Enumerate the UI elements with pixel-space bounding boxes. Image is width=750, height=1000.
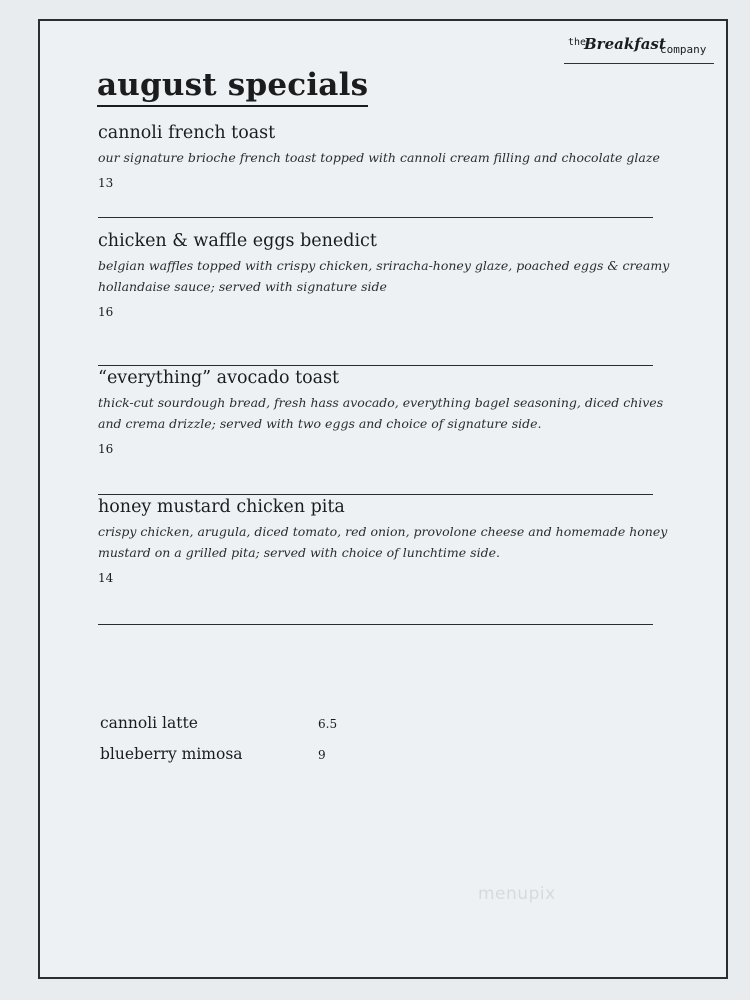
item-description: our signature brioche french toast topped with cannoli cream filling and chocolate glaze xyxy=(98,150,660,165)
item-price: 16 xyxy=(98,305,114,319)
logo-the: the xyxy=(568,37,587,48)
item-price: 13 xyxy=(98,176,114,190)
menu-item xyxy=(98,366,688,456)
item-description: belgian waffles topped with crispy chicken, sriracha-honey glaze, poached eggs & creamy hollandaise sauce; served with signature side xyxy=(98,258,670,294)
menu-item xyxy=(98,495,688,585)
drink-price: 6.5 xyxy=(318,717,338,731)
drink-name: blueberry mimosa xyxy=(100,745,243,763)
divider xyxy=(98,624,653,625)
brand-logo xyxy=(564,35,714,64)
item-price: 14 xyxy=(98,571,114,585)
menu-item xyxy=(98,229,688,319)
watermark: menupix xyxy=(478,884,556,904)
menu-item xyxy=(98,121,688,190)
drink-row xyxy=(100,714,360,738)
logo-company: company xyxy=(660,43,707,56)
item-name: cannoli french toast xyxy=(98,123,276,143)
item-name: chicken & waffle eggs benedict xyxy=(98,231,377,251)
drink-row xyxy=(100,745,360,769)
item-name: “everything” avocado toast xyxy=(98,368,340,388)
item-price: 16 xyxy=(98,442,114,456)
logo-main: Breakfast xyxy=(584,35,666,53)
item-name: honey mustard chicken pita xyxy=(98,497,345,517)
divider xyxy=(98,217,653,218)
page-title: august specials xyxy=(97,65,368,107)
item-description: crispy chicken, arugula, diced tomato, red onion, provolone cheese and homemade honey mustard on a grilled pita; served with choice of lunchtime side. xyxy=(98,524,668,560)
menu-sheet xyxy=(38,19,728,979)
item-description: thick-cut sourdough bread, fresh hass avocado, everything bagel seasoning, diced chives and crema drizzle; served with two eggs and choice of signature side. xyxy=(98,395,664,431)
drink-name: cannoli latte xyxy=(100,714,198,732)
drink-price: 9 xyxy=(318,748,326,762)
